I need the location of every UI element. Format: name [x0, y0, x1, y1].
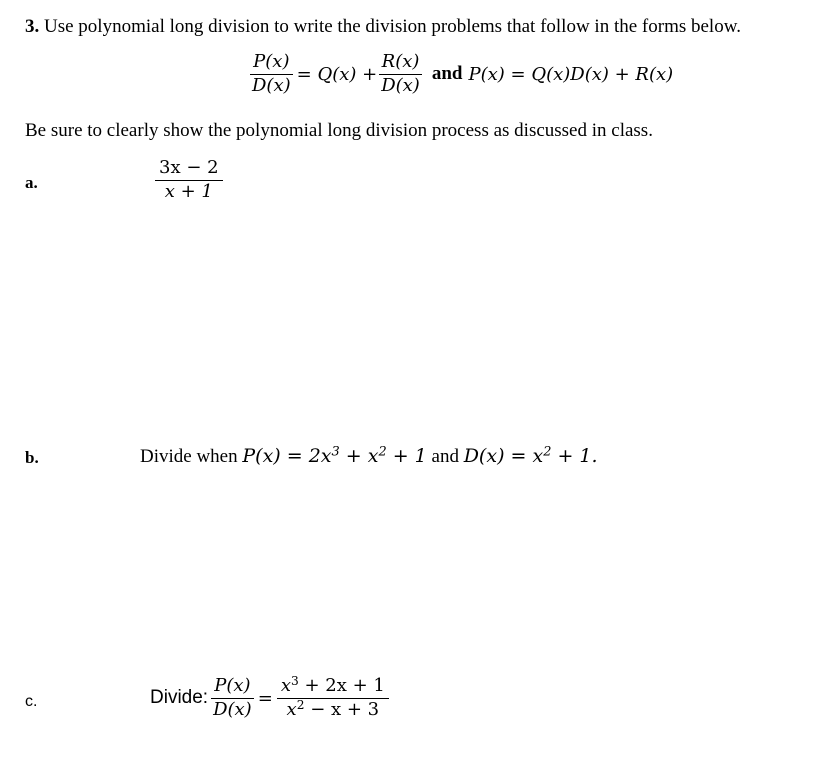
- instruction-text: Be sure to clearly show the polynomial long division process as discussed in class.: [25, 120, 653, 141]
- part-c-lhs-numerator: P(x): [214, 675, 251, 696]
- part-c-lhs-fraction: [211, 676, 254, 720]
- part-c-num-exp: 3: [290, 673, 299, 688]
- part-b-p-expression: [242, 445, 426, 467]
- formula-identity: P(x) = Q(x)D(x) + R(x): [468, 63, 674, 85]
- part-b-d-end: + 1.: [551, 445, 598, 467]
- part-c-den-exp: 2: [296, 697, 305, 712]
- part-b-d-exp: 2: [543, 444, 552, 460]
- part-b-label: b.: [25, 448, 39, 467]
- part-a-fraction-body: [155, 158, 223, 202]
- part-a-numerator: 3x − 2: [159, 157, 219, 178]
- part-c-label: c.: [25, 693, 38, 710]
- formula-lhs-denominator: D(x): [252, 74, 291, 96]
- part-c-num-start: x: [280, 675, 291, 696]
- part-b-p-end: + 1: [386, 445, 427, 467]
- part-b-and-text: and: [431, 446, 459, 467]
- part-c-num-end: + 2x + 1: [298, 675, 385, 696]
- part-b-d-expression: [464, 445, 598, 467]
- part-b-divide-text: Divide when: [140, 446, 238, 467]
- part-b-p-exp1: 3: [331, 444, 340, 460]
- part-b-p-exp2: 2: [378, 444, 387, 460]
- formula-rhs-numerator: R(x): [381, 51, 420, 72]
- part-a-denominator: x + 1: [164, 180, 213, 202]
- part-c-expression: [150, 673, 389, 720]
- part-c-denominator: [283, 697, 384, 721]
- part-c-rhs-fraction: [277, 673, 389, 720]
- part-c-den-end: − x + 3: [304, 698, 380, 720]
- part-a-fraction: [155, 158, 223, 202]
- question-number: 3.: [25, 16, 40, 37]
- formula-lhs-fraction: [250, 52, 293, 96]
- part-c-lhs-denominator: D(x): [213, 698, 252, 720]
- part-b-p-start: P(x) = 2x: [242, 445, 332, 467]
- part-c-den-start: x: [286, 698, 297, 720]
- formula-and-label: and: [431, 63, 463, 85]
- part-c-equals: =: [257, 687, 273, 709]
- part-b-d-start: D(x) = x: [463, 445, 544, 467]
- part-a-label: a.: [25, 173, 38, 192]
- part-c-numerator: [277, 673, 389, 697]
- formula-rhs-fraction: [379, 52, 422, 96]
- part-c-divide-label: Divide:: [150, 687, 209, 709]
- part-b-statement: [140, 445, 598, 468]
- general-formula: [250, 52, 673, 96]
- part-b-p-mid: + x: [339, 445, 379, 467]
- formula-quotient-term: = Q(x) +: [296, 63, 378, 85]
- question-heading: [25, 16, 741, 38]
- formula-rhs-denominator: D(x): [381, 74, 420, 96]
- formula-lhs-numerator: P(x): [253, 51, 290, 72]
- question-text: Use polynomial long division to write the division problems that follow in the forms below.: [44, 16, 741, 37]
